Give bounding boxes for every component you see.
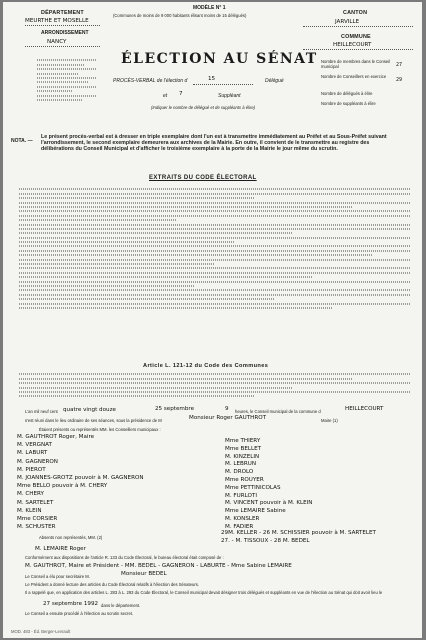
member-name: M. JOANNES-GROTZ pouvoir à M. GAGNERON [17,475,144,481]
departement-label: DÉPARTEMENT [41,10,84,16]
bureau-line3: Le Président a donné lecture des articles du Code Électoral relatifs à l'élection des Sénateurs. [25,582,199,587]
right-box-delegates: Nombre de délégués à élire [321,91,373,96]
bureau-secretary: Monsieur BEDEL [121,571,167,577]
member-name: M. KONSLER [225,516,260,522]
pv-indication: (Indiquer le nombre de délégué et de suppléants à élire) [151,105,256,110]
absents-label: Absents non représentés, MM. (2) [39,535,103,540]
member-name: M. VERGNAT [17,442,52,449]
extraits-title: EXTRAITS DU CODE ÉLECTORAL [149,175,257,181]
member-name: M. DROLO [225,469,254,476]
member-name: M. GAUTHROT Roger, Maire [17,434,95,440]
member-name: M. FURLOTI [225,492,257,499]
member-name: Mme LEMAIRE Sabine [225,508,286,515]
nota-text: Le présent procès-verbal est à dresser en triple exemplaire dont l'un est à transmettre immédiatement au Préfet et au Sous-Préfet suivant l'arrondissement, le second exemplaire demeurera aux archives de la Mairie. En outre, il convient de le transmettre au registre des délibérations du Conseil Municipal et d'afficher le troisième exemplaire à la porte de la Mairie le jour même du scrutin. [41,134,387,153]
minutes-commune: HEILLECOURT [345,406,384,412]
arrondissement-label: ARRONDISSEMENT [41,30,89,36]
member-name: M. KINZELIN [225,453,260,460]
bureau-date: 27 septembre 1992 [43,601,99,607]
commune-value: HEILLECOURT [333,42,372,48]
absents-right-1: 29M. KELLER - 26 M. SCHISSIER pouvoir à M. SARTELET [221,530,376,536]
member-name: M. PIEROT [17,466,46,473]
bureau-secretary-label: Le Conseil a élu pour secrétaire M. [25,574,90,579]
canton-label: CANTON [343,10,368,16]
bureau-line5: Le Conseil a ensuite procédé à l'élection au scrutin secret. [25,611,134,616]
page-title: ÉLECTION AU SÉNAT [121,51,318,67]
minutes-year: quatre vingt douze [63,407,116,413]
model-subtitle: (Communes de moins de 9 000 habitants élisant moins de 15 délégués) [113,13,247,18]
member-name: M. LABURT [17,450,48,457]
member-name: Mme BELLO pouvoir à M. CHERY [17,483,108,490]
pv-substitutes-count: 7 [179,91,183,97]
member-name: Mme BELLET [225,445,262,452]
departement-line [25,25,100,26]
arrondissement-line [25,46,100,47]
member-name: Mme CORSIER [17,516,58,522]
article-body [19,371,411,400]
right-box-members: Nombre de membres dans le Conseil municipal [321,59,391,69]
left-annotation-block [37,57,97,103]
member-name: M. SARTELET [17,499,54,506]
member-name: M. GAGNERON [17,458,58,465]
member-name: Mme ROUYER [225,477,264,483]
member-name: M. FADIER [225,523,254,530]
minutes-hour: 9 [225,406,229,412]
minutes-presidency: s'est réuni dans le lieu ordinaire de ses séances, sous la présidence de M [25,418,162,423]
bureau-members: M. GAUTHROT, Maire et Président - MM. BEDEL - GAGNERON - LABURTE - Mme Sabine LEMAIRE [25,563,292,569]
minutes-maire: Maire (1) [321,418,338,423]
right-box-in-office: Nombre de Conseillers en exercice [321,74,387,79]
minutes-intro: L'an mil neuf cent [25,409,58,414]
footer-code: MOD. 483 - Éd. Berger-Levrault [11,629,71,634]
member-name: M. LEBRUN [225,461,257,468]
minutes-place-label: heures, le Conseil municipal de la commune d [235,409,321,414]
article-title: Article L. 121-12 du Code des Communes [143,363,269,369]
pv-et-label: et [163,93,168,99]
pv-dots-1 [193,84,253,85]
member-name: M. CHERY [17,491,44,498]
member-name: M. VINCENT pouvoir à M. KLEIN [225,500,313,507]
right-box-members-value: 27 [396,63,403,68]
right-box-substitutes: Nombre de suppléants à élire [321,101,376,106]
member-name: M. KLEIN [17,507,42,514]
member-name: M. SCHUSTER [17,524,56,531]
departement-value: MEURTHE ET MOSELLE [25,18,89,24]
absents-name: M. LEMAIRE Roger [35,546,86,552]
minutes-day: 25 septembre [155,406,195,412]
canton-line [303,26,413,27]
pv-delegue-label: Délégué [265,78,284,84]
absents-right-2: 27. - M. TISSOUX - 28 M. BEDEL [221,538,310,544]
extraits-body [19,186,411,311]
document-page [3,2,422,638]
model-number: MODÈLE N° 1 [193,5,226,11]
minutes-president: Monsieur Roger GAUTHROT [189,415,267,421]
bureau-line1: Conformément aux dispositions de l'article R. 133 du Code Électoral, le bureau électoral était composé de : [25,555,224,560]
arrondissement-value: NANCY [47,39,67,45]
nota-label: NOTA. — [11,138,33,144]
right-box-in-office-value: 29 [396,78,403,83]
canton-value: JARVILLE [335,19,360,25]
bureau-line4: Il a rappelé que, en application des articles L. 283 à L. 293 du Code Électoral, le Conseil municipal devait désigner trois délégués et suppléants en vue de l'élection au Sénat qui doit avoir lieu le [25,590,383,595]
pv-delegates-count: 15 [208,76,216,82]
commune-label: COMMUNE [341,34,371,40]
commune-line [303,49,413,50]
pv-suppleant-label: Suppléant [218,93,241,99]
member-name: Mme THIERY [225,438,261,444]
pv-line-label: PROCÈS-VERBAL de l'élection d [113,78,188,84]
minutes-present-label: Étaient présents ou représentés MM. les Conseillers municipaux : [39,427,161,432]
member-name: Mme PETTINICOLAS [225,484,281,491]
bureau-line4-end: dans le département. [101,603,141,608]
